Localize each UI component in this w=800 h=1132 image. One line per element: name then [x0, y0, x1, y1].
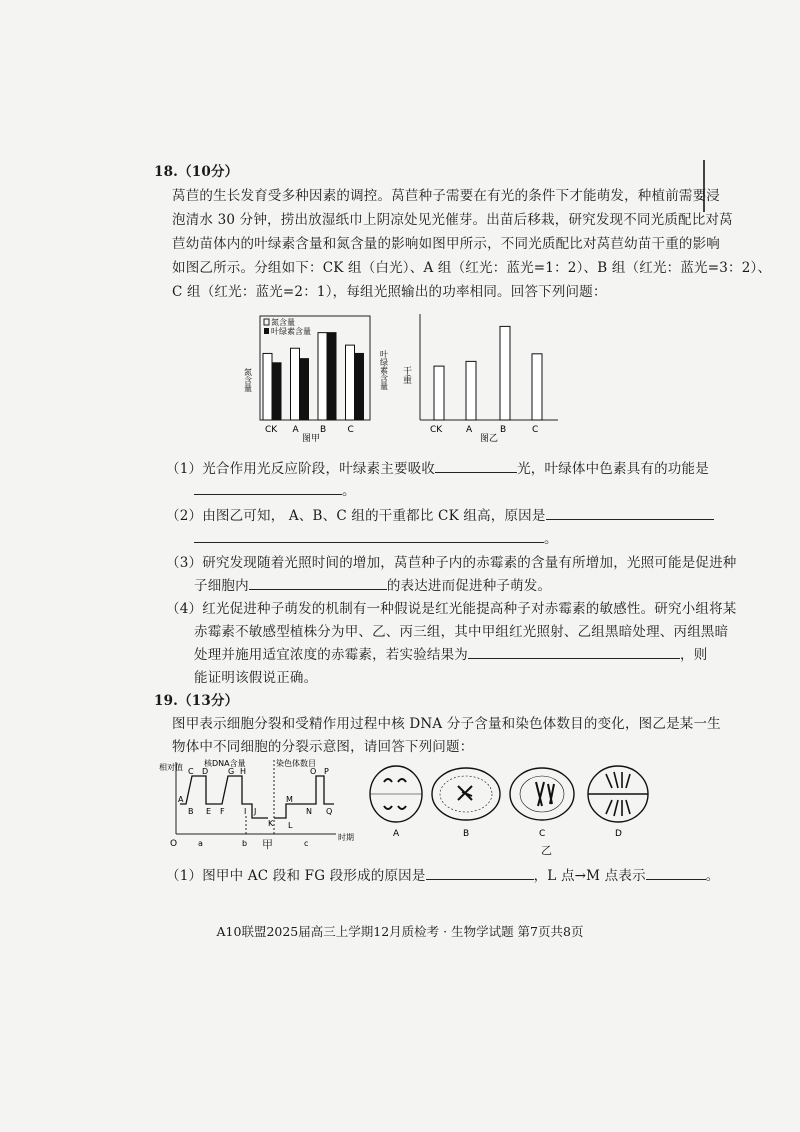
chart-yi-bar-a [466, 361, 476, 420]
chart-yi [396, 310, 566, 446]
q18-3-line: （3）研究发现随着光照时间的增加，莴苣种子内的赤霉素的含量有所增加，光照可能是促进种 [166, 555, 737, 571]
fig-jia-seg-b: b [242, 839, 248, 848]
q18-4-blank[interactable] [468, 644, 680, 659]
fig-jia-point-n: N [306, 807, 312, 816]
chart-jia-bar-b-nitrogen [318, 333, 327, 420]
chart-jia-bar-a-chlorophyll [300, 359, 309, 420]
chart-yi-title: 图乙 [480, 434, 499, 444]
fig-jia-point-b: B [188, 807, 194, 816]
q19-1-end: 。 [705, 868, 720, 884]
q18-4-text-d: ，则 [680, 647, 708, 663]
fig-jia-point-i: I [244, 807, 247, 816]
q19-1-line [166, 864, 719, 884]
fig-jia-point-m: M [286, 795, 293, 804]
chart-yi-xtick: C [532, 425, 539, 435]
fig-jia-point-p: P [324, 767, 329, 776]
q18-3-text-c: 的表达进而促进种子萌发。 [386, 578, 552, 594]
cell-b [432, 768, 500, 820]
fig-jia-point-g: G [228, 767, 235, 776]
fig-yi-caption: 乙 [541, 844, 553, 857]
q18-2-line-2 [194, 527, 558, 547]
legend-chlorophyll-label: 叶绿素含量 [271, 327, 311, 336]
q18-2-end: 。 [544, 531, 558, 547]
q19-1-text-a: （1）图甲中 AC 段和 FG 段形成的原因是 [166, 868, 426, 884]
legend-nitrogen-swatch [264, 319, 269, 325]
q18-intro-line: C 组（红光：蓝光=2：1），每组光照输出的功率相同。回答下列问题： [172, 284, 607, 300]
chart-jia-bar-b-chlorophyll [327, 333, 336, 420]
chart-jia-xtick: A [292, 425, 299, 435]
chart-yi-bar-c [532, 354, 542, 420]
cell-d-label: D [615, 829, 622, 839]
fig-jia-point-a: A [178, 795, 184, 804]
cell-d [588, 766, 648, 822]
q18-1-text-a: （1）光合作用光反应阶段，叶绿素主要吸收 [166, 461, 436, 477]
q18-1-line-2 [194, 479, 356, 499]
q19-1-text-b: ，L 点→M 点表示 [533, 868, 646, 884]
fig-jia-chrom-label: 染色体数目 [276, 759, 316, 768]
cell-a-label: A [393, 829, 400, 839]
fig-jia-point-l: L [288, 821, 293, 830]
q18-1-end: 。 [342, 483, 356, 499]
q18-3-line-2 [194, 574, 551, 594]
chart-jia [236, 310, 396, 446]
q18-intro-line: 莴苣的生长发育受多种因素的调控。莴苣种子需要在有光的条件下才能萌发，种植前需要浸 [172, 188, 720, 204]
q18-2-text: （2）由图乙可知， A、B、C 组的干重都比 CK 组高，原因是 [166, 508, 546, 524]
chart-jia-ylabel-right: 叶绿素含量 [379, 350, 389, 390]
cell-c [510, 768, 574, 820]
q18-2-blank-a[interactable] [546, 505, 714, 520]
cell-c-label: C [539, 829, 546, 839]
q18-3-blank[interactable] [249, 575, 387, 590]
chart-jia-bar-a-nitrogen [291, 348, 300, 420]
chart-jia-ylabel-left: 氮含量 [243, 368, 253, 392]
fig-jia-point-h: H [240, 767, 247, 776]
q18-4-line: （4）红光促进种子萌发的机制有一种假说是红光能提高种子对赤霉素的敏感性。研究小组将某 [166, 601, 737, 617]
q18-4-line-4: 能证明该假说正确。 [194, 670, 318, 686]
fig-jia-chrom-curve [274, 776, 334, 818]
figure-yi [366, 762, 656, 846]
fig-jia-ylabel: 相对值 [159, 763, 183, 772]
fig-jia-point-d: D [202, 767, 209, 776]
fig-jia-point-o: O [310, 767, 317, 776]
fig-jia-seg-c: c [304, 839, 309, 848]
q18-1-line [166, 457, 709, 477]
chart-yi-bar-ck [434, 366, 444, 420]
q18-4-text-c: 处理并施用适宜浓度的赤霉素，若实验结果为 [194, 647, 468, 663]
fig-jia-seg-a: a [198, 839, 203, 848]
chart-jia-bar-ck-nitrogen [263, 353, 272, 420]
q18-4-line-3 [194, 643, 707, 663]
fig-jia-caption: 甲 [262, 838, 274, 851]
fig-jia-xlabel: 时期 [338, 833, 354, 842]
chart-yi-xtick: CK [430, 425, 443, 435]
chart-jia-title: 图甲 [302, 434, 321, 444]
q18-intro-line: 泡清水 30 分钟，捞出放湿纸巾上阴凉处见光催芽。出苗后移栽，研究发现不同光质配比对莴 [172, 212, 733, 228]
chart-yi-xtick: B [500, 425, 507, 435]
q19-1-blank-a[interactable] [426, 865, 534, 880]
fig-jia-point-k: K [268, 819, 274, 828]
q18-1-blank-b[interactable] [194, 480, 342, 495]
fig-jia-dna-label: 核DNA含量 [204, 759, 246, 768]
q18-2-blank-b[interactable] [194, 528, 544, 543]
fig-jia-point-q: Q [326, 807, 333, 816]
fig-jia-point-j: J [254, 807, 257, 816]
chart-jia-xtick: CK [265, 425, 278, 435]
chart-jia-xtick: C [347, 425, 354, 435]
cell-b-label: B [463, 829, 470, 839]
q18-1-blank-a[interactable] [435, 458, 517, 473]
fig-jia-point-f: F [220, 807, 225, 816]
cell-a [370, 766, 422, 822]
chart-jia-xtick: B [320, 425, 327, 435]
chart-jia-bar-ck-chlorophyll [272, 363, 281, 420]
chart-yi-ylabel: 干重 [401, 366, 411, 384]
q18-2-line [166, 504, 714, 524]
q18-4-line-2: 赤霉素不敏感型植株分为甲、乙、丙三组，其中甲组红光照射、乙组黑暗处理、丙组黑暗 [194, 624, 729, 640]
fig-jia-point-e: E [206, 807, 212, 816]
chart-yi-bar-b [500, 326, 510, 420]
legend-nitrogen-label: 氮含量 [271, 318, 295, 327]
chart-jia-bar-c-nitrogen [346, 345, 355, 420]
q18-intro-line: 苣幼苗体内的叶绿素含量和氮含量的影响如图甲所示，不同光质配比对莴苣幼苗干重的影响 [172, 236, 720, 252]
q18-header: 18.（10分） [154, 164, 239, 180]
q19-intro-line: 物体中不同细胞的分裂示意图，请回答下列问题： [172, 739, 474, 755]
figure-jia [158, 756, 358, 852]
q19-1-blank-b[interactable] [646, 865, 706, 880]
chart-yi-xtick: A [466, 425, 473, 435]
page-footer: A10联盟2025届高三上学期12月质检考 · 生物学试题 第7页共8页 [216, 924, 584, 939]
q18-3-text-b: 子细胞内 [194, 578, 249, 594]
q19-intro-line: 图甲表示细胞分裂和受精作用过程中核 DNA 分子含量和染色体数目的变化，图乙是某一生 [172, 716, 721, 732]
q18-intro-line: 如图乙所示。分组如下：CK 组（白光）、A 组（红光：蓝光=1：2）、B 组（红光：蓝光=3：2）、 [172, 260, 772, 276]
legend-chlorophyll-swatch [264, 328, 269, 334]
chart-jia-bar-c-chlorophyll [355, 353, 364, 420]
fig-jia-point-c: C [188, 767, 194, 776]
q19-header: 19.（13分） [154, 693, 239, 709]
q18-1-text-b: 光，叶绿体中色素具有的功能是 [517, 461, 709, 477]
fig-jia-origin: O [170, 839, 178, 849]
